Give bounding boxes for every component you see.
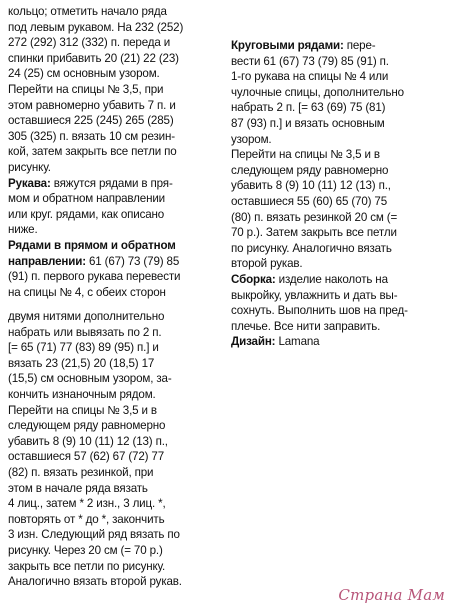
text-line bbox=[8, 371, 220, 387]
line-text: по рисунку. Аналогично вязать bbox=[231, 241, 392, 255]
section-heading: Рядами в прямом и обратном bbox=[8, 238, 176, 252]
text-line bbox=[231, 319, 445, 335]
line-text: выкройку, увлажнить и дать вы- bbox=[231, 288, 398, 302]
line-text: 87 (93) п.] и вязать основным bbox=[231, 116, 385, 130]
text-line bbox=[8, 20, 220, 36]
text-line bbox=[231, 303, 445, 319]
line-text: кончить изнаночным рядом. bbox=[8, 387, 156, 401]
left-column-top bbox=[8, 4, 220, 300]
line-text: (80) п. вязать резинкой 20 см (= bbox=[231, 210, 398, 224]
line-text: кольцо; отметить начало ряда bbox=[8, 5, 167, 18]
text-line bbox=[231, 69, 445, 85]
line-text: ниже. bbox=[8, 223, 38, 237]
text-line bbox=[231, 210, 445, 226]
text-line bbox=[231, 54, 445, 70]
line-text: 3 изн. Следующий ряд вязать по bbox=[8, 528, 180, 542]
line-text: 272 (292) 312 (332) п. переда и bbox=[8, 36, 171, 50]
text-line bbox=[231, 256, 445, 272]
text-line bbox=[8, 309, 220, 325]
text-line bbox=[8, 496, 220, 512]
line-text: закрыть все петли по рисунку. bbox=[8, 559, 166, 573]
line-text: на спицы № 4, с обеих сторон bbox=[8, 285, 166, 299]
line-text: убавить 8 (9) 10 (11) 12 (13) п., bbox=[231, 179, 391, 193]
line-text: убавить 8 (9) 10 (11) 12 (13) п., bbox=[8, 434, 168, 448]
line-text: рисунку. Через 20 см (= 70 р.) bbox=[8, 543, 163, 557]
text-line bbox=[8, 356, 220, 372]
line-text: 61 (67) 73 (79) 85 bbox=[85, 254, 180, 268]
line-text: 24 (25) см основным узором. bbox=[8, 67, 160, 81]
line-text: следующем ряду равномерно bbox=[8, 419, 166, 433]
text-line bbox=[8, 176, 220, 192]
text-line bbox=[231, 38, 445, 54]
line-text: 1-го рукава на спицы № 4 или bbox=[231, 70, 389, 84]
text-line bbox=[8, 238, 220, 254]
text-line bbox=[231, 116, 445, 132]
line-text: (82) п. вязать резинкой, при bbox=[8, 465, 154, 479]
text-line bbox=[8, 512, 220, 528]
line-text: Перейти на спицы № 3,5 и в bbox=[231, 148, 380, 162]
line-text: оставшиеся 55 (60) 65 (70) 75 bbox=[231, 194, 388, 208]
line-text: рисунку. bbox=[8, 160, 51, 174]
text-line bbox=[8, 465, 220, 481]
section-heading: направлении: bbox=[8, 254, 86, 268]
line-text: пере- bbox=[343, 39, 376, 52]
text-line bbox=[8, 434, 220, 450]
text-line bbox=[231, 225, 445, 241]
line-text: изделие наколоть на bbox=[275, 272, 388, 286]
line-text: двумя нитями дополнительно bbox=[8, 310, 165, 323]
text-line bbox=[8, 527, 220, 543]
line-text: 4 лиц., затем * 2 изн., 3 лиц. *, bbox=[8, 497, 166, 511]
line-text: Аналогично вязать второй рукав. bbox=[8, 575, 182, 589]
line-text: (91) п. первого рукава перевести bbox=[8, 270, 181, 284]
line-text: сохнуть. Выполнить шов на пред- bbox=[231, 304, 408, 318]
left-column-bottom bbox=[8, 309, 220, 590]
line-text: второй рукав. bbox=[231, 257, 303, 271]
text-line bbox=[231, 163, 445, 179]
line-text: (15,5) см основным узором, за- bbox=[8, 372, 172, 386]
text-line bbox=[8, 144, 220, 160]
text-line bbox=[231, 85, 445, 101]
text-line bbox=[8, 4, 220, 20]
text-line bbox=[8, 66, 220, 82]
text-line bbox=[8, 113, 220, 129]
text-line bbox=[231, 194, 445, 210]
text-line bbox=[8, 325, 220, 341]
text-line bbox=[8, 387, 220, 403]
line-text: вязать 23 (21,5) 20 (18,5) 17 bbox=[8, 356, 155, 370]
site-watermark: Страна Мам bbox=[338, 586, 445, 604]
text-line bbox=[8, 559, 220, 575]
section-heading: Круговыми рядами: bbox=[231, 39, 344, 52]
text-line bbox=[8, 403, 220, 419]
line-text: узором. bbox=[231, 132, 272, 146]
line-text: под левым рукавом. На 232 (252) bbox=[8, 20, 184, 34]
section-heading: Рукава: bbox=[8, 176, 51, 190]
text-line bbox=[231, 132, 445, 148]
line-text: мом и обратном направлении bbox=[8, 192, 165, 206]
line-text: кой, затем закрыть все петли по bbox=[8, 145, 177, 159]
line-text: или круг. рядами, как описано bbox=[8, 207, 165, 221]
text-line bbox=[8, 418, 220, 434]
line-text: повторять от * до *, закончить bbox=[8, 512, 165, 526]
line-text: чулочные спицы, дополнительно bbox=[231, 85, 404, 99]
line-text: следующем ряду равномерно bbox=[231, 163, 389, 177]
text-line bbox=[231, 272, 445, 288]
line-text: оставшиеся 57 (62) 67 (72) 77 bbox=[8, 450, 165, 464]
line-text: 305 (325) п. вязать 10 см резин- bbox=[8, 129, 175, 143]
text-line bbox=[8, 269, 220, 285]
text-line bbox=[231, 100, 445, 116]
text-line bbox=[231, 334, 445, 350]
line-text: [= 65 (71) 77 (83) 89 (95) п.] и bbox=[8, 341, 159, 355]
line-text: 70 р.). Затем закрыть все петли bbox=[231, 226, 397, 240]
line-text: оставшиеся 225 (245) 265 (285) bbox=[8, 114, 174, 128]
text-line bbox=[8, 574, 220, 590]
line-text: Перейти на спицы № 3,5, при bbox=[8, 82, 164, 96]
text-line bbox=[8, 35, 220, 51]
text-line bbox=[231, 147, 445, 163]
text-line bbox=[8, 340, 220, 356]
text-line bbox=[8, 82, 220, 98]
section-heading: Дизайн: bbox=[231, 335, 276, 349]
line-text: спинки прибавить 20 (21) 22 (23) bbox=[8, 51, 179, 65]
line-text: этом равномерно убавить 7 п. и bbox=[8, 98, 176, 112]
line-text: этом в начале ряда вязать bbox=[8, 481, 148, 495]
text-line bbox=[8, 51, 220, 67]
text-line bbox=[231, 178, 445, 194]
text-line bbox=[231, 241, 445, 257]
section-heading: Сборка: bbox=[231, 272, 276, 286]
text-line bbox=[231, 288, 445, 304]
line-text: набрать 2 п. [= 63 (69) 75 (81) bbox=[231, 101, 386, 115]
text-line bbox=[8, 222, 220, 238]
right-column bbox=[231, 38, 445, 350]
text-line bbox=[8, 254, 220, 270]
text-line bbox=[8, 285, 220, 301]
text-line bbox=[8, 160, 220, 176]
line-text: набрать или вывязать по 2 п. bbox=[8, 325, 162, 339]
text-line bbox=[8, 129, 220, 145]
text-line bbox=[8, 481, 220, 497]
text-line bbox=[8, 191, 220, 207]
line-text: вяжутся рядами в пря- bbox=[50, 176, 173, 190]
text-line bbox=[8, 543, 220, 559]
line-text: Lamana bbox=[275, 335, 320, 349]
line-text: плечье. Все нити заправить. bbox=[231, 319, 381, 333]
line-text: Перейти на спицы № 3,5 и в bbox=[8, 403, 157, 417]
text-line bbox=[8, 98, 220, 114]
line-text: вести 61 (67) 73 (79) 85 (91) п. bbox=[231, 54, 389, 68]
text-line bbox=[8, 449, 220, 465]
text-line bbox=[8, 207, 220, 223]
